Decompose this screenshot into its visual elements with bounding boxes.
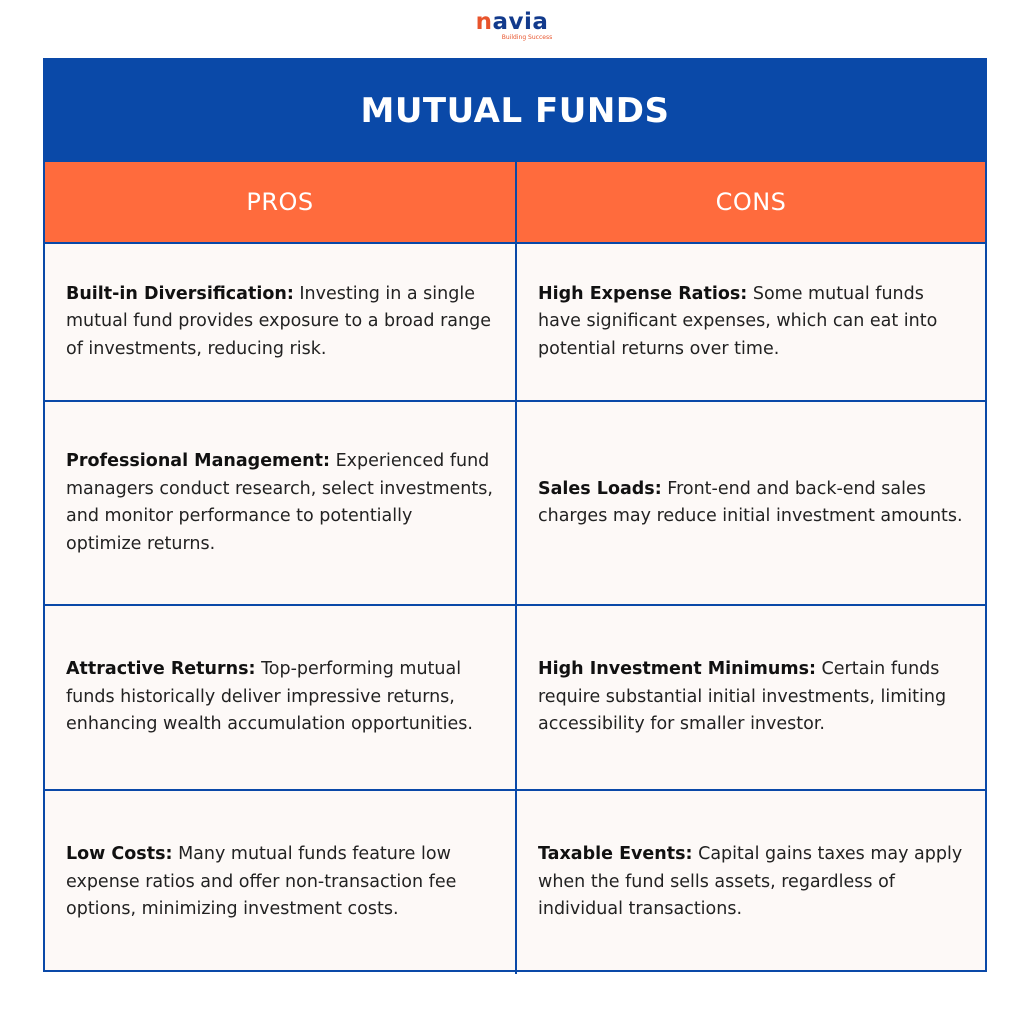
con-term: Taxable Events: (538, 844, 693, 865)
pro-term: Built-in Diversification: (66, 283, 294, 304)
pro-cell (45, 244, 515, 400)
pro-cell (45, 791, 515, 974)
con-term: High Investment Minimums: (538, 659, 816, 680)
con-cell (515, 791, 985, 974)
con-text: Some mutual funds have significant expenses, which can eat into potential returns over time. (538, 283, 938, 359)
table-row (45, 789, 985, 974)
pro-cell (45, 402, 515, 604)
pro-text: Many mutual funds feature low expense ratios and offer non-transaction fee options, minimizing investment costs. (66, 844, 457, 920)
con-text: Certain funds require substantial initial investments, limiting accessibility for smaller investor. (538, 659, 947, 735)
con-text: Front-end and back-end sales charges may reduce initial investment amounts. (538, 478, 963, 526)
con-cell (515, 244, 985, 400)
logo-first-letter: n (475, 9, 493, 35)
pro-text: Top-performing mutual funds historically deliver impressive returns, enhancing wealth accumulation opportunities. (66, 659, 473, 735)
table-title: MUTUAL FUNDS (45, 60, 985, 162)
con-cell (515, 402, 985, 604)
pro-cell (45, 606, 515, 789)
pro-text: Experienced fund managers conduct research, select investments, and monitor performance to potentially optimize returns. (66, 451, 493, 554)
pros-header: PROS (246, 188, 314, 216)
pro-term: Attractive Returns: (66, 659, 256, 680)
pro-term: Professional Management: (66, 451, 330, 471)
con-text: Capital gains taxes may apply when the fund sells assets, regardless of individual transactions. (538, 844, 963, 920)
pro-text: Investing in a single mutual fund provides exposure to a broad range of investments, reducing risk. (66, 283, 491, 359)
logo-rest: avia (492, 9, 549, 35)
header-row (45, 162, 985, 242)
con-cell (515, 606, 985, 789)
navia-logo (0, 8, 1024, 41)
table-row (45, 242, 985, 400)
cons-header: CONS (515, 162, 985, 242)
table-row (45, 604, 985, 789)
con-term: Sales Loads: (538, 478, 662, 499)
pro-term: Low Costs: (66, 844, 173, 865)
con-term: High Expense Ratios: (538, 283, 748, 304)
logo-wordmark (476, 8, 549, 36)
logo-tagline: Building Success (501, 34, 553, 41)
pros-cons-table (43, 58, 987, 972)
table-row (45, 400, 985, 604)
